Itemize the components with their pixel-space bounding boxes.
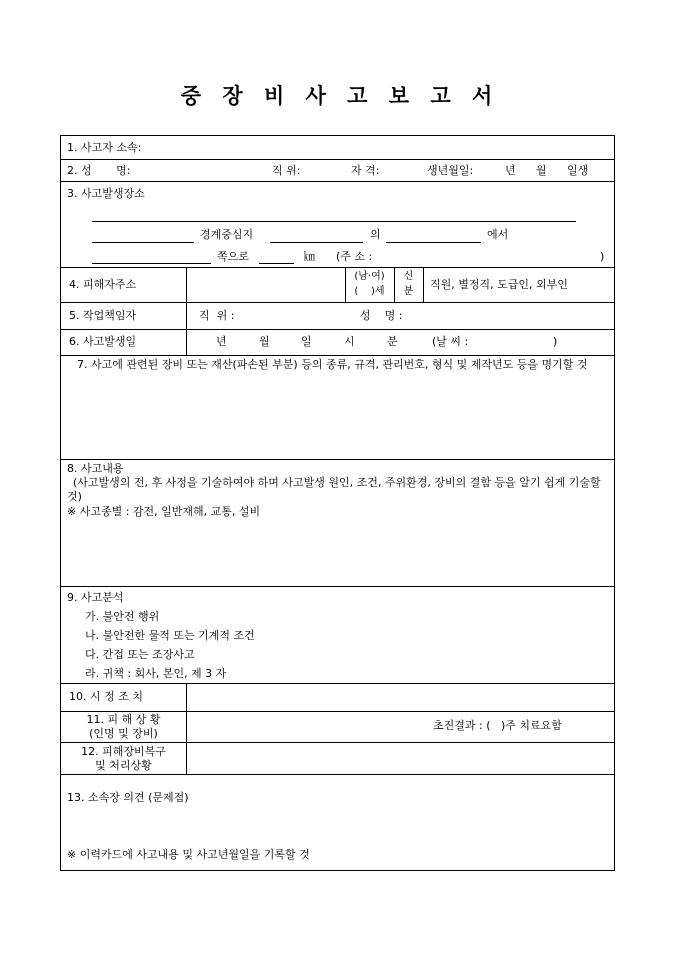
birth-year-label: 년 — [505, 164, 516, 177]
row-divider — [61, 181, 614, 182]
status-options: 직원, 별정직, 도급인, 외부인 — [430, 278, 568, 291]
corrective-action-label: 10. 시 정 조 치 — [69, 690, 143, 703]
location-blank — [270, 242, 363, 243]
recovery-sublabel: 및 처리상황 — [95, 759, 152, 772]
name-label: 2. 성 명: — [67, 164, 131, 177]
qualification-label: 자 격: — [351, 164, 380, 177]
analysis-item: 나. 불안전한 물적 또는 기계적 조건 — [85, 629, 255, 642]
of-label: 의 — [370, 228, 381, 241]
location-blank — [386, 242, 481, 243]
accident-content-desc: (사고발생의 전, 후 사정을 기술하여야 하며 사고발생 원인, 조건, 주위환경, 장비의 결함 등을 알기 쉽게 기술할 것) — [67, 476, 601, 503]
date-month: 월 — [259, 335, 270, 348]
km-unit: ㎞ — [304, 250, 315, 263]
row-divider — [61, 159, 614, 160]
row-divider — [61, 329, 614, 330]
birthdate-label: 생년월일: — [427, 164, 474, 177]
status-label-top: 신 — [403, 271, 414, 282]
row-divider — [61, 774, 614, 775]
status-divider-right — [423, 267, 424, 302]
supervisor-label: 5. 작업책임자 — [69, 309, 137, 322]
row-divider — [61, 586, 614, 587]
row-divider — [61, 459, 614, 460]
location-blank — [92, 242, 194, 243]
document-title: 중 장 비 사 고 보 고 서 — [180, 83, 500, 108]
diagnosis-result: 초진결과 : ( )주 치료요함 — [433, 719, 562, 732]
location-blank — [92, 263, 211, 264]
distance-blank — [259, 263, 294, 264]
affiliation-label: 1. 사고자 소속: — [67, 141, 142, 154]
report-form — [60, 135, 615, 871]
direction-label: 쪽으로 — [217, 250, 249, 263]
date-minute: 분 — [387, 335, 398, 348]
supervisor-name-label: 성 명 : — [360, 309, 403, 322]
damage-status-sublabel: (인명 및 장비) — [89, 727, 158, 740]
status-label-bottom: 분 — [403, 286, 414, 297]
at-label: 에서 — [487, 228, 509, 241]
accident-type-note: ※ 사고종별 : 감전, 일반재해, 교통, 설비 — [67, 505, 261, 518]
birth-day-label: 일생 — [567, 164, 589, 177]
accident-content-label: 8. 사고내용 — [67, 462, 124, 475]
row-divider — [61, 355, 614, 356]
boundary-center-label: 경계중심지 — [200, 228, 254, 241]
label-column-divider — [186, 267, 187, 355]
date-year: 년 — [216, 335, 227, 348]
analysis-item: 다. 간접 또는 조장사고 — [85, 648, 195, 661]
date-hour: 시 — [344, 335, 355, 348]
date-day: 일 — [301, 335, 312, 348]
position-label: 직 위: — [272, 164, 301, 177]
row-divider — [61, 742, 614, 743]
history-card-note: ※ 이력카드에 사고내용 및 사고년월일을 기록할 것 — [67, 848, 310, 861]
row-divider — [61, 267, 614, 268]
accident-date-label: 6. 사고발생일 — [69, 335, 137, 348]
analysis-item: 라. 귀책 : 회사, 본인, 제 3 자 — [85, 667, 227, 680]
location-blank — [92, 221, 576, 222]
weather-close: ) — [553, 335, 558, 348]
victim-address-label: 4. 피해자주소 — [69, 278, 137, 291]
equipment-description: 7. 사고에 관련된 장비 또는 재산(파손된 부분) 등의 종류, 규격, 관리번호, 형식 및 제작년도 등을 명기할 것 — [77, 358, 588, 371]
row-divider — [61, 683, 614, 684]
birth-month-label: 월 — [536, 164, 547, 177]
supervisor-position-label: 직 위 : — [199, 309, 235, 322]
analysis-item: 가. 불안전 행위 — [85, 610, 160, 623]
row-divider — [61, 302, 614, 303]
analysis-label: 9. 사고분석 — [67, 591, 124, 604]
location-label: 3. 사고발생장소 — [67, 187, 145, 200]
row-divider — [61, 711, 614, 712]
weather-label: (날 씨 : — [432, 335, 469, 348]
manager-opinion-label: 13. 소속장 의견 (문제점) — [67, 791, 189, 804]
label-column-divider — [186, 683, 187, 774]
address-close: ) — [600, 250, 605, 263]
recovery-label: 12. 피해장비복구 — [81, 745, 166, 758]
address-label: (주 소 : — [336, 250, 373, 263]
gender-label: (남·여) — [354, 271, 385, 282]
damage-status-label: 11. 피 해 상 황 — [86, 713, 161, 726]
age-label: ( )세 — [354, 286, 385, 297]
